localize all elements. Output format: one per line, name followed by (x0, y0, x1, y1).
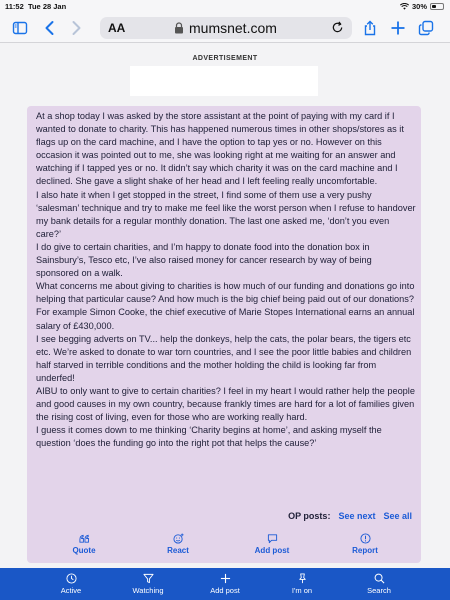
report-label: Report (352, 546, 378, 555)
nav-search[interactable] (339, 573, 419, 595)
post-actions (27, 533, 421, 561)
battery-icon (430, 3, 444, 10)
quote-button[interactable] (44, 533, 124, 555)
react-label: React (167, 546, 189, 555)
status-bar (0, 0, 450, 13)
bottom-nav (0, 568, 450, 600)
pin-icon (297, 573, 308, 584)
post-paragraph: AIBU to only want to give to certain charities? I feel in my heart I would rather help the people and good causes in my own country, because frankly times are hard for a lot of families given the rising cost of living, even for those who are working really hard. (36, 385, 415, 423)
post-paragraph: What concerns me about giving to charities is how much of our funding and donations go into helping that particular cause? And how much is the big chief being paid out of our donations? For example Simon Cooke, the chief executive of Marie Stopes International earns an annual salary of £430,000. (36, 281, 415, 331)
op-posts-label: OP posts: (288, 511, 331, 521)
quote-icon (79, 533, 90, 544)
sidebar-icon[interactable] (12, 20, 28, 36)
reader-aa-button[interactable]: AA (108, 21, 126, 35)
smiley-add-icon (173, 533, 184, 544)
lock-icon (174, 22, 184, 34)
clock-icon (66, 573, 77, 584)
address-bar[interactable] (100, 17, 352, 39)
nav-active[interactable] (31, 573, 111, 595)
back-icon[interactable] (42, 20, 58, 36)
status-date: Tue 28 Jan (27, 2, 67, 11)
nav-im-on[interactable] (262, 573, 342, 595)
post-paragraph: I see begging adverts on TV... help the donkeys, help the cats, the polar bears, the tigers etc etc. We’re asked to donate to war torn countries, and I see the poor little babies and children half starved in terrible conditions and the mother holding the child is looking far from underfed! (36, 333, 412, 383)
forward-icon[interactable] (68, 20, 84, 36)
tabs-overview-icon[interactable] (418, 20, 434, 36)
add-post-button[interactable] (232, 533, 312, 555)
status-time: 11:52 (5, 2, 24, 11)
react-button[interactable] (138, 533, 218, 555)
reload-icon[interactable] (331, 21, 344, 34)
chat-bubble-icon (267, 533, 278, 544)
advertisement-label: ADVERTISEMENT (192, 55, 258, 62)
plus-icon (220, 573, 231, 584)
new-tab-icon[interactable] (390, 20, 406, 36)
nav-watching[interactable] (108, 573, 188, 595)
post-paragraph: I do give to certain charities, and I’m happy to donate food into the donation box in Sainsbury’s, Tesco etc, I’ve also raised money for cancer research by way of being sponsored on a walk. (36, 241, 372, 279)
nav-add-post-label: Add post (210, 586, 240, 595)
nav-watching-label: Watching (132, 586, 164, 595)
see-all-link[interactable]: See all (383, 511, 412, 521)
forum-post (27, 106, 421, 563)
op-posts-row (288, 511, 412, 521)
status-right (400, 2, 444, 11)
alert-circle-icon (360, 533, 371, 544)
nav-add-post[interactable] (185, 573, 265, 595)
post-paragraph: I guess it comes down to me thinking ‘Charity begins at home’, and asking myself the question ‘does the funding go into the right pot that helps the cause?’ (36, 425, 382, 449)
post-body (36, 110, 416, 450)
nav-im-on-label: I'm on (291, 586, 313, 595)
quote-label: Quote (72, 546, 96, 555)
advertisement-slot[interactable] (130, 66, 318, 96)
see-next-link[interactable]: See next (338, 511, 376, 521)
battery-percent: 30% (411, 2, 427, 11)
report-button[interactable] (325, 533, 405, 555)
status-time-date (5, 2, 66, 11)
browser-toolbar (0, 13, 450, 43)
wifi-icon (400, 3, 409, 10)
post-paragraph: I also hate it when I get stopped in the street, I find some of them use a very pushy ‘salesman’ technique and try to make me feel like the worst person when I refuse to handover my bank details for a regular monthly donation. The last one asked me, ‘don’t you even care?’ (36, 189, 416, 239)
search-icon (374, 573, 385, 584)
nav-active-label: Active (60, 586, 82, 595)
share-icon[interactable] (362, 20, 378, 36)
add-post-label: Add post (254, 546, 290, 555)
filter-funnel-icon (143, 573, 154, 584)
post-paragraph: At a shop today I was asked by the store assistant at the point of paying with my card if I wanted to donate to charity. This has happened numerous times in other shops/stores as it flags up on the card machine, and I have the option to tap yes or no. However on this occasion it was pointed out to me, she was looking right at me waiting for an answer and watching if I tapped yes or no. It didn’t say which charity it was on the card machine and I declined. She gave a slight shake of her head and I left feeling really uncomfortable. (36, 111, 404, 187)
url-text: mumsnet.com (189, 20, 277, 36)
nav-search-label: Search (367, 586, 391, 595)
